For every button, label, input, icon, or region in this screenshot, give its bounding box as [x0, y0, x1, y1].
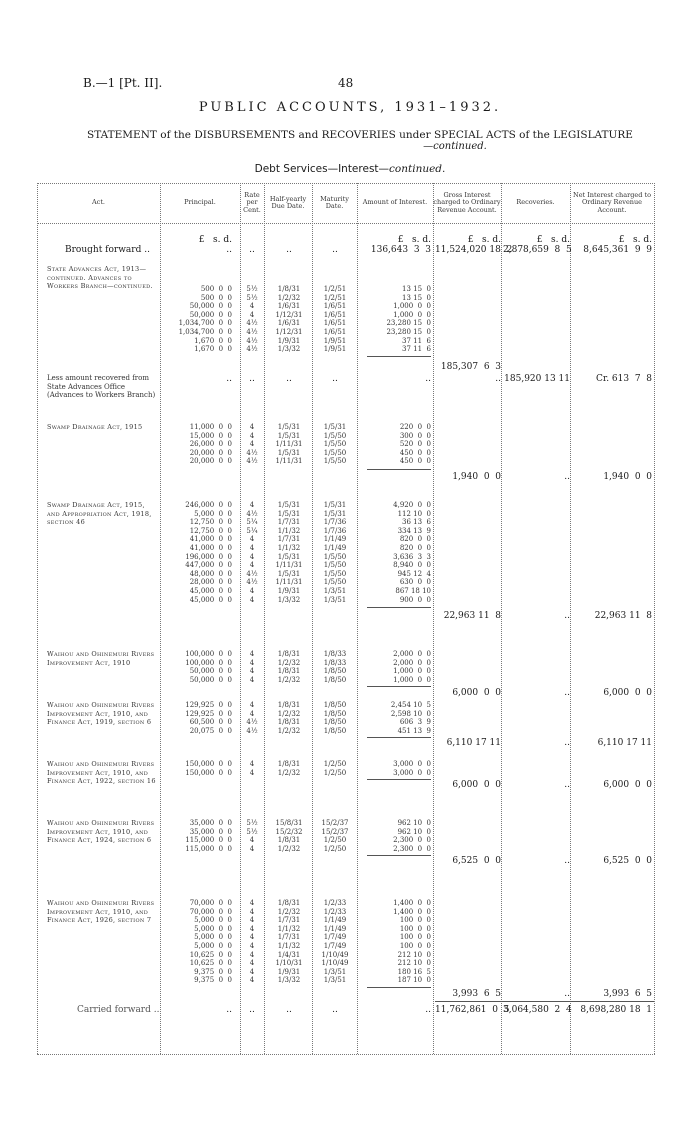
total-rule [435, 1001, 654, 1002]
net-subtotal: 6,000 0 0 [603, 780, 652, 790]
due-date-values: 1/5/31 1/5/31 1/7/31 1/1/32 1/7/31 1/1/32 1/5/31 1/11/31 1/5/31 1/11/31 1/9/31 1/3/32 [275, 501, 303, 604]
dots: .. [286, 245, 292, 255]
rate-values: 4 4 [249, 760, 255, 777]
gross-subtotal: 22,963 11 8 [443, 611, 501, 621]
act-name: Waihou and Ohinemuri Rivers Improvement Act, 1910 [47, 650, 155, 667]
maturity-date-values: 1/5/31 1/5/31 1/7/36 1/7/36 1/1/49 1/1/49 1/5/50 1/5/50 1/5/50 1/5/50 1/3/51 1/3/51 [323, 501, 347, 604]
due-date-values: 1/8/31 1/2/32 1/7/31 1/1/32 1/7/31 1/1/32 1/4/31 1/10/31 1/9/31 1/3/32 [275, 899, 303, 985]
interest-amount-values: 2,454 10 5 2,598 10 0 606 3 9 451 13 9 [390, 701, 431, 735]
maturity-date-values: 1/8/33 1/8/33 1/8/50 1/8/50 [323, 650, 347, 684]
maturity-date-values: 1/5/31 1/5/50 1/5/50 1/5/50 1/5/50 [323, 423, 347, 466]
maturity-date-values: 1/8/50 1/8/50 1/8/50 1/8/50 [323, 701, 347, 735]
gross-subtotal: 6,000 0 0 [452, 780, 501, 790]
brought-forward-label: Brought forward .. [65, 245, 150, 255]
gross-subtotal: 185,307 6 3 [440, 362, 501, 372]
net-subtotal: 6,110 17 11 [597, 738, 652, 748]
dots: .. [249, 245, 255, 255]
carried-forward-net: 8,698,280 18 1 [580, 1005, 652, 1015]
net-subtotal: 6,000 0 0 [603, 688, 652, 698]
dots: .. [332, 245, 338, 255]
col-divider [501, 183, 502, 1054]
statement-subtitle-cont: —continued. [423, 141, 487, 152]
col-header-maturity: Maturity Date. [320, 194, 349, 210]
unit-amount: £ s. d. [397, 235, 431, 245]
dots: .. [425, 1005, 431, 1015]
col-header-act: Act. [91, 198, 105, 207]
gross-subtotal: 6,525 0 0 [452, 856, 501, 866]
act-name: State Advances Act, 1913—continued. Advances to Workers Branch—continued. [47, 265, 153, 291]
dots: .. [332, 374, 338, 384]
brought-forward-amount: 136,643 3 3 [370, 245, 431, 255]
maturity-date-values: 1/2/50 1/2/50 [323, 760, 347, 777]
interest-amount-values: 2,000 0 0 2,000 0 0 1,000 0 0 1,000 0 0 [393, 650, 431, 684]
recoveries-nil: .. [564, 688, 570, 698]
act-name: Waihou and Ohinemuri Rivers Improvement Act, 1910, and Finance Act, 1926, section 7 [47, 899, 155, 925]
recoveries-nil: .. [564, 611, 570, 621]
subtotal-rule [367, 987, 431, 988]
due-date-values: 1/5/31 1/5/31 1/11/31 1/5/31 1/11/31 [275, 423, 303, 466]
dots: .. [226, 1005, 232, 1015]
net-subtotal: 1,940 0 0 [603, 472, 652, 482]
principal-values: 70,000 0 0 70,000 0 0 5,000 0 0 5,000 0 0 5,000 0 0 5,000 0 0 10,625 0 0 10,625 0 0 9,375 0 0 9,375 0 0 [189, 899, 232, 985]
document-reference: B.—1 [Pt. II]. [83, 76, 163, 90]
due-date-values: 1/8/31 1/2/32 [277, 760, 301, 777]
rate-values: 4 4½ 5¼ 5¼ 4 4 4 4 4½ 4½ 4 4 [246, 501, 258, 604]
due-date-values: 1/8/31 1/2/32 1/8/31 1/2/32 [277, 650, 301, 684]
col-divider [264, 183, 265, 1054]
due-date-values: 1/8/31 1/2/32 1/6/31 1/12/31 1/6/31 1/12/31 1/9/31 1/3/32 [275, 285, 303, 354]
recoveries-nil: .. [564, 780, 570, 790]
dots: .. [425, 374, 431, 384]
header-rule [37, 223, 655, 224]
net-subtotal: 22,963 11 8 [594, 611, 652, 621]
dots: .. [226, 374, 232, 384]
section-title: Debt Services—Interest— [254, 163, 390, 175]
dots: .. [495, 374, 501, 384]
col-divider [357, 183, 358, 1054]
section-cont: continued. [389, 163, 446, 175]
col-header-net: Net Interest charged to Ordinary Revenue Account. [573, 190, 651, 214]
act-name: Swamp Drainage Act, 1915 [47, 423, 143, 431]
recoveries-nil: .. [564, 738, 570, 748]
col-header-principal: Principal. [184, 198, 216, 207]
gross-subtotal: 6,110 17 11 [446, 738, 501, 748]
subtotal-rule [367, 779, 431, 780]
recoveries-nil: .. [564, 856, 570, 866]
section-heading [0, 163, 700, 175]
gross-subtotal: 3,993 6 5 [452, 989, 501, 999]
col-divider [160, 183, 161, 1054]
page-number: 48 [338, 76, 354, 90]
col-divider [240, 183, 241, 1054]
interest-amount-values: 3,000 0 0 3,000 0 0 [393, 760, 431, 777]
maturity-date-values: 1/2/33 1/2/33 1/1/49 1/1/49 1/7/49 1/7/49 1/10/49 1/10/49 1/3/51 1/3/51 [321, 899, 349, 985]
net-credit: Cr. 613 7 8 [596, 374, 652, 384]
principal-values: 129,925 0 0 129,925 0 0 60,500 0 0 20,075 0 0 [185, 701, 232, 735]
carried-forward-label: Carried forward .. [77, 1005, 160, 1015]
due-date-values: 15/8/31 15/2/32 1/8/31 1/2/32 [275, 819, 303, 853]
unit-recoveries: £ s. d. [536, 235, 570, 245]
subtotal-rule [367, 607, 431, 608]
col-header-rate: Rate per Cent. [243, 190, 261, 214]
dots: .. [286, 374, 292, 384]
col-header-gross: Gross Interest charged to Ordinary Revenue Account. [433, 190, 501, 214]
subtotal-rule [367, 737, 431, 738]
unit-net: £ s. d. [618, 235, 652, 245]
interest-amount-values: 220 0 0 300 0 0 520 0 0 450 0 0 450 0 0 [399, 423, 431, 466]
principal-values: 100,000 0 0 100,000 0 0 50,000 0 0 50,000 0 0 [185, 650, 232, 684]
recoveries-nil: .. [564, 989, 570, 999]
act-name: Swamp Drainage Act, 1915, and Appropriation Act, 1918, section 46 [47, 501, 152, 527]
interest-amount-values: 962 10 0 962 10 0 2,300 0 0 2,300 0 0 [393, 819, 431, 853]
carried-forward-gross: 11,762,861 0 5 [435, 1005, 510, 1015]
unit-principal: £ s. d. [198, 235, 232, 245]
col-divider [570, 183, 571, 1054]
col-header-recoveries: Recoveries. [516, 198, 555, 207]
rate-values: 5½ 5½ 4 4 4½ 4½ 4½ 4½ [246, 285, 258, 354]
act-name: Waihou and Ohinemuri Rivers Improvement Act, 1910, and Finance Act, 1919, section 6 [47, 701, 155, 727]
brought-forward-gross: 11,524,020 18 2 [435, 245, 513, 255]
col-divider [312, 183, 313, 1054]
maturity-date-values: 1/2/51 1/2/51 1/6/51 1/6/51 1/6/51 1/6/51 1/9/51 1/9/51 [323, 285, 347, 354]
rate-values: 5½ 5½ 4 4 [246, 819, 258, 853]
interest-amount-values: 1,400 0 0 1,400 0 0 100 0 0 100 0 0 100 0 0 100 0 0 212 10 0 212 10 0 180 16 5 187 10 0 [393, 899, 431, 985]
rate-values: 4 4 4 4½ 4½ [246, 423, 258, 466]
principal-values: 35,000 0 0 35,000 0 0 115,000 0 0 115,000 0 0 [185, 819, 232, 853]
rate-values: 4 4 4 4 [249, 650, 255, 684]
brought-forward-net: 8,645,361 9 9 [583, 245, 652, 255]
principal-values: 500 0 0 500 0 0 50,000 0 0 50,000 0 0 1,034,700 0 0 1,034,700 0 0 1,670 0 0 1,670 0 0 [178, 285, 232, 354]
dots: .. [286, 1005, 292, 1015]
subtotal-rule [367, 356, 431, 357]
statement-subtitle: STATEMENT of the DISBURSEMENTS and RECOVERIES under SPECIAL ACTS of the LEGISLATURE [87, 129, 633, 141]
dots: .. [226, 245, 232, 255]
principal-values: 11,000 0 0 15,000 0 0 26,000 0 0 20,000 0 0 20,000 0 0 [189, 423, 232, 466]
dots: .. [249, 374, 255, 384]
col-header-due: Half-yearly Due Date. [269, 194, 307, 210]
carried-forward-recoveries: 3,064,580 2 4 [503, 1005, 572, 1015]
gross-subtotal: 1,940 0 0 [452, 472, 501, 482]
subtotal-rule [367, 686, 431, 687]
col-divider [37, 183, 38, 1054]
act-name: Waihou and Ohinemuri Rivers Improvement Act, 1910, and Finance Act, 1922, section 16 [47, 760, 156, 786]
recovery-amount: 185,920 13 11 [504, 374, 570, 384]
gross-subtotal: 6,000 0 0 [452, 688, 501, 698]
rate-values: 4 4 4 4 4 4 4 4 4 4 [249, 899, 255, 985]
col-header-amount: Amount of Interest. [362, 198, 428, 207]
col-divider [654, 183, 655, 1054]
table-bottom-rule [37, 1054, 655, 1055]
dots: .. [249, 1005, 255, 1015]
accounts-table [37, 183, 655, 1054]
page-title: PUBLIC ACCOUNTS, 1931–1932. [198, 100, 502, 115]
interest-amount-values: 13 15 0 13 15 0 1,000 0 0 1,000 0 0 23,280 15 0 23,280 15 0 37 11 6 37 11 6 [386, 285, 431, 354]
subtotal-rule [367, 469, 431, 470]
net-subtotal: 6,525 0 0 [603, 856, 652, 866]
subtotal-rule [367, 855, 431, 856]
brought-forward-recoveries: 2,878,659 8 5 [503, 245, 572, 255]
recovery-note: Less amount recovered from State Advances Office (Advances to Workers Branch) [47, 374, 156, 400]
interest-amount-values: 4,920 0 0 112 10 0 36 13 6 334 13 9 820 0 0 820 0 0 3,636 3 3 8,940 0 0 945 12 4 630 0 0 867 18 10 900 0 0 [393, 501, 431, 604]
recoveries-nil: .. [564, 472, 570, 482]
col-divider [433, 183, 434, 1054]
due-date-values: 1/8/31 1/2/32 1/8/31 1/2/32 [277, 701, 301, 735]
act-name: Waihou and Ohinemuri Rivers Improvement Act, 1910, and Finance Act, 1924, section 6 [47, 819, 155, 845]
net-subtotal: 3,993 6 5 [603, 989, 652, 999]
dots: .. [332, 1005, 338, 1015]
principal-values: 246,000 0 0 5,000 0 0 12,750 0 0 12,750 0 0 41,000 0 0 41,000 0 0 196,000 0 0 447,000 0 0 48,000 0 0 28,000 0 0 45,000 0 0 45,000 0 0 [185, 501, 232, 604]
rate-values: 4 4 4½ 4½ [246, 701, 258, 735]
principal-values: 150,000 0 0 150,000 0 0 [185, 760, 232, 777]
maturity-date-values: 15/2/37 15/2/37 1/2/50 1/2/50 [321, 819, 349, 853]
unit-gross: £ s. d. [467, 235, 501, 245]
